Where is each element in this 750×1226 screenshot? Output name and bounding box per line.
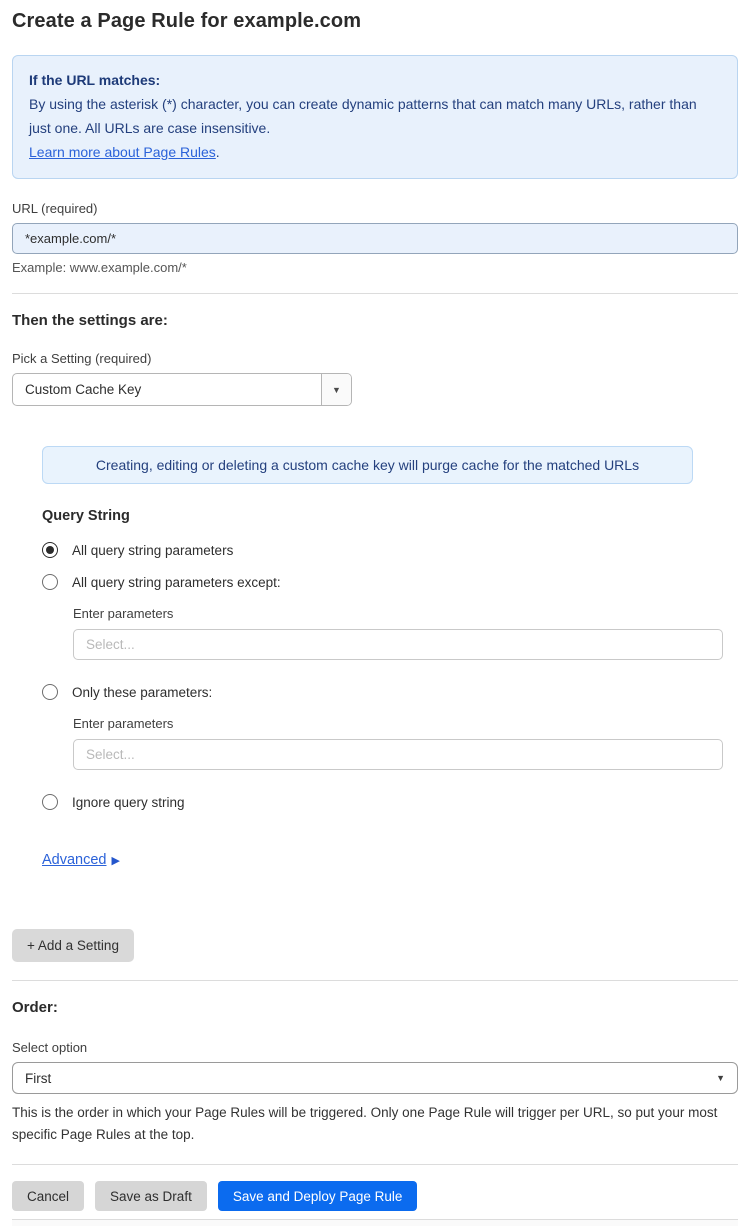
cache-key-notice: Creating, editing or deleting a custom cache key will purge cache for the matched URLs [42, 446, 693, 484]
setting-select-arrow-box[interactable] [321, 374, 351, 405]
order-select-value: First [25, 1070, 52, 1086]
only-parameters-input[interactable] [73, 739, 723, 770]
radio-label: Only these parameters: [72, 684, 213, 700]
radio-label: All query string parameters except: [72, 574, 281, 590]
divider [12, 1164, 738, 1165]
link-suffix: . [215, 144, 220, 160]
chevron-down-icon: ▼ [332, 384, 341, 395]
learn-more-link[interactable]: Learn more about Page Rules [29, 144, 216, 160]
order-heading: Order: [12, 999, 58, 1016]
enter-parameters-label: Enter parameters [73, 716, 174, 731]
pick-setting-label: Pick a Setting (required) [12, 351, 152, 366]
divider [12, 293, 738, 294]
radio-all-params[interactable] [42, 542, 738, 558]
radio-button[interactable] [42, 574, 58, 590]
bottom-strip [12, 1220, 738, 1226]
order-help-text: This is the order in which your Page Rules will be triggered. Only one Page Rule will trigger per URL, so put your most specific Page Rules at the top. [12, 1105, 718, 1142]
setting-select[interactable] [12, 373, 352, 406]
radio-button[interactable] [42, 794, 58, 810]
page-title: Create a Page Rule for example.com [12, 10, 362, 32]
url-input[interactable] [12, 223, 738, 254]
radio-button[interactable] [42, 542, 58, 558]
query-string-section [42, 508, 738, 810]
advanced-link[interactable]: Advanced [42, 852, 107, 868]
radio-label: Ignore query string [72, 794, 185, 810]
chevron-right-icon: ▶ [111, 854, 120, 867]
cancel-button[interactable]: Cancel [12, 1181, 84, 1211]
radio-button[interactable] [42, 684, 58, 700]
advanced-toggle[interactable] [42, 852, 120, 868]
chevron-down-icon: ▼ [716, 1073, 725, 1083]
setting-select-value: Custom Cache Key [25, 382, 142, 397]
radio-all-params-except[interactable] [42, 574, 738, 590]
settings-heading: Then the settings are: [12, 312, 168, 329]
radio-only-these-params[interactable] [42, 684, 738, 700]
order-select-label: Select option [12, 1040, 88, 1055]
url-match-info-box [12, 55, 738, 179]
radio-ignore-query-string[interactable] [42, 794, 738, 810]
divider [12, 980, 738, 981]
enter-parameters-label: Enter parameters [73, 606, 174, 621]
info-box-heading: If the URL matches: [29, 72, 161, 88]
query-string-heading: Query String [42, 508, 130, 524]
footer-actions [12, 1181, 738, 1211]
only-parameters-field [73, 716, 723, 770]
url-example-hint: Example: www.example.com/* [12, 260, 187, 275]
info-box-body: By using the asterisk (*) character, you can create dynamic patterns that can match many URLs, rather than just one. All URLs are case insensitive. [29, 96, 697, 136]
except-parameters-input[interactable] [73, 629, 723, 660]
save-as-draft-button[interactable]: Save as Draft [95, 1181, 207, 1211]
add-setting-button[interactable]: + Add a Setting [12, 929, 134, 962]
except-parameters-field [73, 606, 723, 660]
url-field-label: URL (required) [12, 201, 98, 216]
save-and-deploy-button[interactable]: Save and Deploy Page Rule [218, 1181, 418, 1211]
order-select[interactable] [12, 1062, 738, 1094]
info-box-link-row [29, 140, 721, 164]
radio-label: All query string parameters [72, 542, 234, 558]
